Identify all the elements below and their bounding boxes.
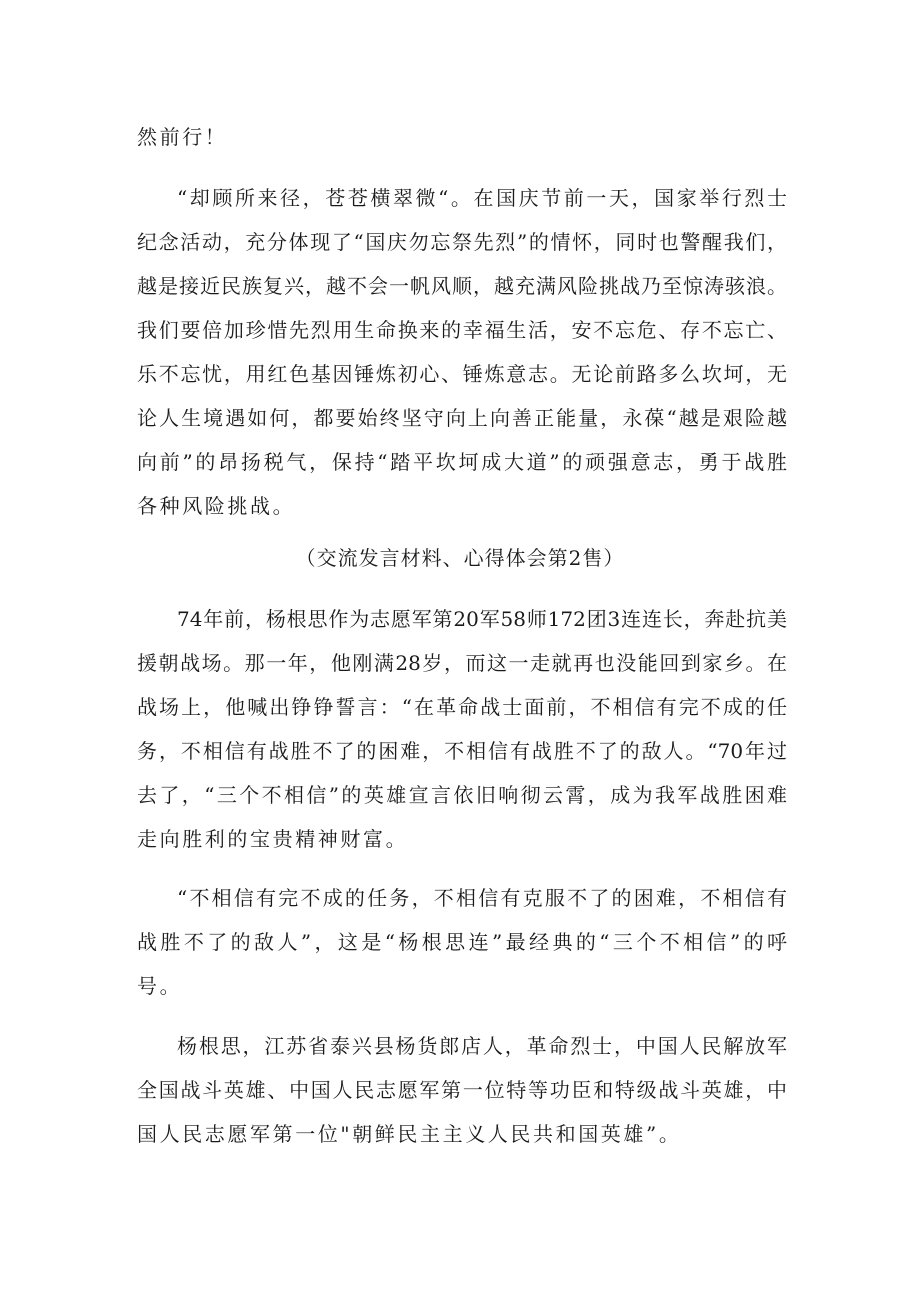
paragraph-line: 向前”的昂扬税气，保持“踏平坎坷成大道”的顽强意志，勇于战胜 [137,450,787,474]
paragraph-line: 我们要倍加珍惜先烈用生命换来的幸福生活，安不忘危、存不忘亡、 [137,318,787,342]
paragraph-line: 援朝战场。那一年，他刚满28岁，而这一走就再也没能回到家乡。在 [137,651,787,675]
paragraph-line: 去了，“三个不相信”的英雄宣言依旧响彻云霄，成为我军战胜困难 [137,783,787,807]
paragraph-line: 越是接近民族复兴，越不会一帆风顺，越充满风险挑战乃至惊涛骇浪。 [137,274,787,298]
paragraph-line: 纪念活动，充分体现了“国庆勿忘祭先烈”的情怀，同时也警醒我们， [137,230,787,254]
paragraph-line: 国人民志愿军第一位"朝鲜民主主义人民共和国英雄”。 [137,1122,682,1146]
paragraph-line: 杨根思，江苏省泰兴县杨货郎店人，革命烈士，中国人民解放军 [177,1034,787,1058]
paragraph-line: 乐不忘忧，用红色基因锤炼初心、锤炼意志。无论前路多么坎坷，无 [137,362,787,386]
paragraph-line: 论人生境遇如何，都要始终坚守向上向善正能量，永葆“越是艰险越 [137,406,787,430]
paragraph-line: 74年前，杨根思作为志愿军第20军58师172团3连连长，奔赴抗美 [177,607,787,631]
paragraph-line: 战胜不了的敌人”，这是“杨根思连”最经典的“三个不相信”的呼 [137,930,787,954]
paragraph-line: 号。 [137,974,183,998]
paragraph-line: 战场上，他喊出铮铮誓言：“在革命战士面前，不相信有完不成的任 [137,695,787,719]
paragraph-line: 走向胜利的宝贵精神财富。 [137,827,409,851]
paragraph-line: “不相信有完不成的任务，不相信有克服不了的困难，不相信有 [177,886,787,910]
paragraph-line: 然前行！ [137,125,228,149]
section-heading: （交流发言材料、心得体会第2售） [295,546,625,570]
paragraph-line: 全国战斗英雄、中国人民志愿军第一位特等功臣和特级战斗英雄，中 [137,1078,787,1102]
paragraph-line: “却顾所来径，苍苍横翠微“。在国庆节前一天，国家举行烈士 [177,186,787,210]
paragraph-line: 务，不相信有战胜不了的困难，不相信有战胜不了的敌人。“70年过 [137,739,787,763]
paragraph-line: 各种风险挑战。 [137,494,296,518]
